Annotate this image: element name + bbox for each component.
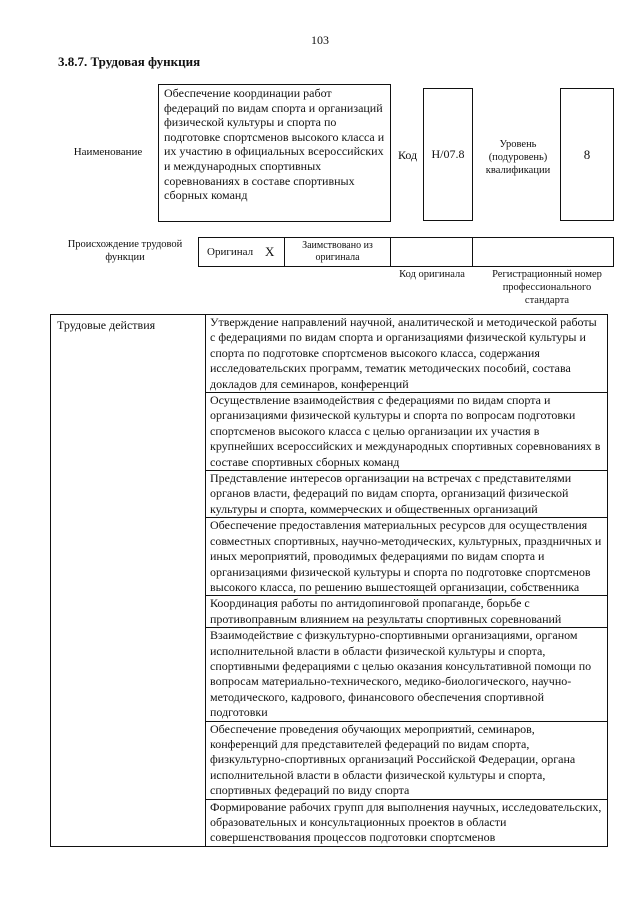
labor-action-5: Координация работы по антидопинговой пропаганде, борьбе с противоправным влиянием на результаты спортивных соревнований <box>206 596 608 628</box>
labor-action-7: Обеспечение проведения обучающих мероприятий, семинаров, конференций для представителей федераций по видам спорта, физкультурно-спортивных организаций Российской Федерации, органа исполнительной власти в области физической культуры и спорта, спортивных федераций по виду спорта <box>206 721 608 799</box>
table-row <box>51 315 608 393</box>
labor-action-2: Осуществление взаимодействия с федерациями по видам спорта и организациями физической культуры и спорта по вопросам подготовки спортсменов высокого класса с целью организации их участия в крупнейших всероссийских и международных спортивных соревнованиях в составе спортивных сборных команд <box>206 393 608 471</box>
borrowed-label: Заимствовано из оригинала <box>302 240 373 263</box>
labor-action-4: Обеспечение предоставления материальных ресурсов для осуществления совместных спортивных, научно-методических, культурных, праздничных и иных мероприятий, проводимых федерациями по видам спорта и организациями физической культуры и спорта по подготовке спортсменов высокого класса, по решению вышестоящей организации, собственника <box>206 518 608 596</box>
code-box <box>423 88 473 221</box>
name-label: Наименование <box>73 146 143 158</box>
code-label: Код <box>398 148 418 162</box>
level-value: 8 <box>583 147 591 162</box>
reg-number-cell <box>473 238 613 266</box>
code-original-label: Код оригинала <box>399 269 465 280</box>
labor-action-6: Взаимодействие с физкультурно-спортивными организациями, органом исполнительной власти в области физической культуры и спорта, спортивными федерациями с целью оказания консультативной помощи по вопросам материально-технического, медико-биологического, научно-методического, кадрового, финансового обеспечения спортивной подготовки <box>206 628 608 721</box>
original-cell <box>199 238 285 266</box>
labor-action-1: Утверждение направлений научной, аналитической и методической работы с федерациями по видам спорта и организациями физической культуры и спорта по подготовке спортсменов высокого класса, содержания исследовательских программ, тематик методических пособий, состава докладов для семинаров, конференций <box>206 315 608 393</box>
original-label: Оригинал <box>207 246 254 258</box>
origin-label: Происхождение трудовой функции <box>67 239 183 263</box>
labor-action-3: Представление интересов организации на встречах с представителями органов власти, федераций по видам спорта, организаций физической культуры и спорта, коммерческих и общественных организаций <box>206 471 608 518</box>
qualification-level-label: Уровень (подуровень) квалификации <box>485 139 551 176</box>
labor-action-8: Формирование рабочих групп для выполнения научных, исследовательских, образовательных и консультационных проектов в области совершенствования процессов подготовки спортсменов <box>206 799 608 846</box>
section-title: 3.8.7. Трудовая функция <box>58 54 201 69</box>
level-box <box>560 88 614 221</box>
labor-actions-heading: Трудовые действия <box>51 315 206 847</box>
code-value: H/07.8 <box>431 147 465 161</box>
function-name-value: Обеспечение координации работ федераций по видам спорта и организаций физической культуры и спорта по подготовке спортсменов высокого класса и их участию в официальных всероссийских и международных спортивных соревнованиях в составе спортивных сборных команд <box>164 86 385 203</box>
origin-table <box>198 237 614 267</box>
labor-actions-table <box>50 314 608 847</box>
page-number: 103 <box>311 33 329 47</box>
borrowed-cell <box>285 238 391 266</box>
reg-number-label: Регистрационный номер профессионального стандарта <box>492 269 602 306</box>
code-original-cell <box>391 238 473 266</box>
function-name-box <box>158 84 391 222</box>
original-mark: X <box>265 244 275 259</box>
